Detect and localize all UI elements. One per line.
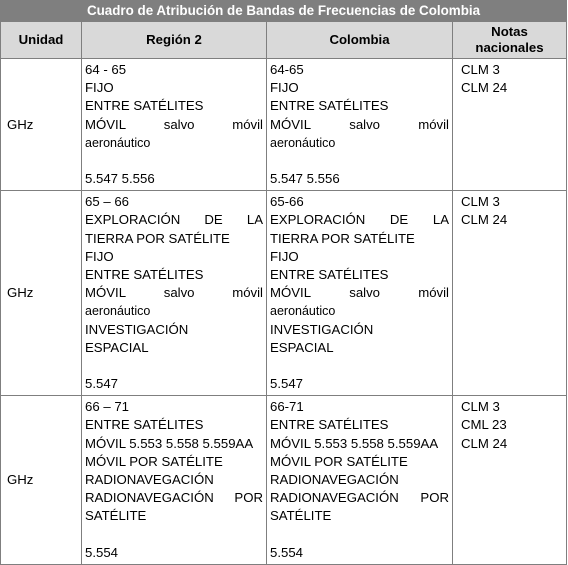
word: salvo [349,116,381,132]
spacer [270,357,449,375]
notes-cell [453,59,567,191]
word: MÓVIL [270,116,312,132]
word: móvil [232,285,263,301]
table-row [1,59,567,191]
service-line [85,489,263,507]
unit-cell: GHz [1,396,82,565]
service-line [270,116,449,134]
service-line: aeronáutico [270,135,336,150]
service-line: SATÉLITE [85,508,147,524]
service-line: ESPACIAL [85,339,149,355]
header-row [1,22,567,59]
national-note: CLM 24 [461,80,508,96]
service-line: ENTRE SATÉLITES [85,417,204,433]
notes-cell [453,191,567,396]
word: RADIONAVEGACIÓN [270,490,399,506]
national-note: CML 23 [461,417,507,433]
word: MÓVIL [270,285,312,301]
word: EXPLORACIÓN [270,212,366,228]
service-line [270,284,449,302]
spacer [270,152,449,170]
header-colombia: Colombia [267,22,453,59]
table-row [1,396,567,565]
service-line: RADIONAVEGACIÓN [270,472,399,488]
spacer [85,526,263,544]
service-line: RADIONAVEGACIÓN [85,472,214,488]
service-line: ENTRE SATÉLITES [85,267,204,283]
word: DE [389,212,409,228]
national-note: CLM 3 [461,194,500,210]
header-region2: Región 2 [82,22,267,59]
notes-cell [453,396,567,565]
word: LA [246,212,263,228]
word: móvil [418,116,449,132]
word: salvo [349,285,381,301]
service-line [85,284,263,302]
word: DE [204,212,223,228]
region2-cell [82,396,267,565]
service-line: TIERRA POR SATÉLITE [85,230,230,246]
word: salvo [163,285,195,301]
spacer [270,526,449,544]
footnote-refs: 5.547 5.556 [270,171,340,187]
word: EXPLORACIÓN [85,212,181,228]
service-line: ENTRE SATÉLITES [270,98,389,114]
footnote-refs: 5.554 [270,544,304,560]
service-line: FIJO [270,80,299,96]
service-line: MÓVIL 5.553 5.558 5.559AA [85,435,254,451]
table-row [1,191,567,396]
unit-cell: GHz [1,191,82,396]
header-unit: Unidad [1,22,82,59]
word: POR [420,490,449,506]
service-line: MÓVIL 5.553 5.558 5.559AA [270,435,439,451]
word: LA [432,212,449,228]
service-line: TIERRA POR SATÉLITE [270,230,415,246]
region2-cell [82,59,267,191]
service-line: ESPACIAL [270,339,334,355]
service-line: ENTRE SATÉLITES [85,98,204,114]
band-range: 64-65 [270,62,304,77]
band-range: 66 – 71 [85,399,129,415]
word: salvo [163,116,195,132]
service-line: MÓVIL POR SATÉLITE [270,453,408,469]
word: MÓVIL [85,116,127,132]
band-range: 64 - 65 [85,62,127,77]
colombia-cell [267,59,453,191]
service-line: INVESTIGACIÓN [85,321,189,337]
service-line [270,489,449,507]
header-notes: Notas nacionales [453,22,567,59]
unit-cell: GHz [1,59,82,191]
title-row [1,1,567,22]
service-line: aeronáutico [270,304,336,319]
service-line [85,116,263,134]
word: RADIONAVEGACIÓN [85,490,214,506]
service-line: aeronáutico [85,304,151,319]
word: MÓVIL [85,285,127,301]
footnote-refs: 5.547 [85,376,119,392]
service-line: INVESTIGACIÓN [270,321,374,337]
word: móvil [232,116,263,132]
service-line: SATÉLITE [270,508,332,524]
service-line: aeronáutico [85,135,151,150]
national-note: CLM 24 [461,212,508,228]
spacer [85,152,263,170]
service-line: ENTRE SATÉLITES [270,417,389,433]
table-title: Cuadro de Atribución de Bandas de Frecuencias de Colombia [1,1,567,22]
service-line [85,211,263,229]
band-range: 66-71 [270,399,304,415]
national-note: CLM 24 [461,435,508,451]
national-note: CLM 3 [461,399,500,415]
word: POR [234,490,263,506]
band-range: 65-66 [270,194,304,210]
region2-cell [82,191,267,396]
word: móvil [418,285,449,301]
colombia-cell [267,191,453,396]
service-line: FIJO [270,248,299,264]
service-line: FIJO [85,248,114,264]
service-line: MÓVIL POR SATÉLITE [85,453,223,469]
footnote-refs: 5.554 [85,544,119,560]
colombia-cell [267,396,453,565]
service-line: ENTRE SATÉLITES [270,267,389,283]
footnote-refs: 5.547 [270,376,304,392]
service-line [270,211,449,229]
national-note: CLM 3 [461,62,500,77]
spacer [85,357,263,375]
footnote-refs: 5.547 5.556 [85,171,155,187]
band-range: 65 – 66 [85,194,129,210]
service-line: FIJO [85,80,114,96]
